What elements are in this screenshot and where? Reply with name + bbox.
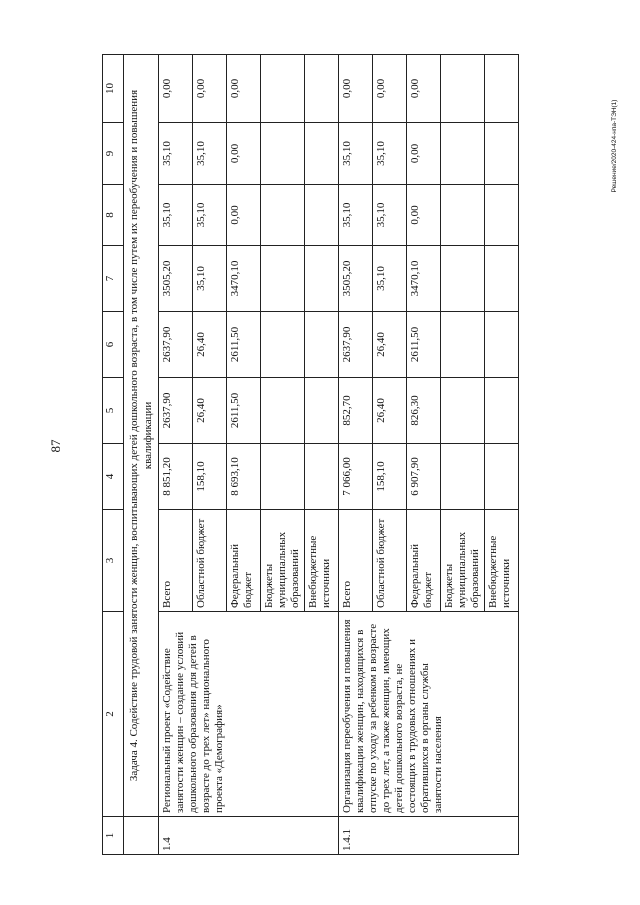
amount-cell: 26,40 [373, 378, 407, 444]
amount-cell [305, 378, 339, 444]
amount-cell: 2611,50 [407, 312, 441, 378]
amount-cell: 0,00 [193, 55, 227, 123]
amount-cell: 2637,90 [159, 312, 193, 378]
amount-cell: 35,10 [373, 246, 407, 312]
amount-cell [261, 444, 305, 510]
amount-cell [485, 312, 519, 378]
amount-cell: 35,10 [373, 185, 407, 246]
amount-cell: 35,10 [339, 123, 373, 185]
amount-cell: 35,10 [193, 123, 227, 185]
amount-cell: 26,40 [193, 312, 227, 378]
amount-cell: 3505,20 [159, 246, 193, 312]
amount-cell: 35,10 [193, 246, 227, 312]
amount-cell: 3505,20 [339, 246, 373, 312]
amount-cell: 26,40 [373, 312, 407, 378]
column-number: 3 [103, 510, 124, 612]
amount-cell [441, 246, 485, 312]
column-number: 1 [103, 817, 124, 855]
amount-cell [441, 55, 485, 123]
amount-cell [305, 55, 339, 123]
document-footer: Решение/2020-424-нпа-ТЭН(1) [611, 99, 618, 193]
task-heading: Задача 4. Содействие трудовой занятости женщин, воспитывающих детей дошкольного возраста, в том числе путем их переобучения и повышения квалификации [124, 55, 159, 817]
amount-cell [485, 444, 519, 510]
funding-source: Областной бюджет [373, 510, 407, 612]
amount-cell: 8 851,20 [159, 444, 193, 510]
amount-cell: 35,10 [193, 185, 227, 246]
amount-cell: 2637,90 [339, 312, 373, 378]
amount-cell [261, 185, 305, 246]
amount-cell: 158,10 [373, 444, 407, 510]
amount-cell [485, 123, 519, 185]
amount-cell [485, 185, 519, 246]
section-id: 1.4.1 [339, 817, 519, 855]
funding-source: Внебюджетные источники [485, 510, 519, 612]
amount-cell: 0,00 [227, 123, 261, 185]
amount-cell: 2611,50 [227, 378, 261, 444]
amount-cell: 0,00 [339, 55, 373, 123]
funding-source: Всего [159, 510, 193, 612]
column-number: 8 [103, 185, 124, 246]
amount-cell: 0,00 [227, 185, 261, 246]
budget-table-container [102, 55, 592, 855]
section-title: Организация переобучения и повышения квалификации женщин, находящихся в отпуске по уходу за ребенком в возрасте до трех лет, а также женщин, имеющих детей дошкольного возраста, не состоящих в трудовых отношениях и обратившихся в органы службы занятости населения [339, 612, 519, 817]
task-heading-row [124, 55, 159, 855]
section-title: Региональный проект «Содействие занятости женщин – создание условий дошкольного образования для детей в возрасте до трех лет» национального проекта «Демография» [159, 612, 339, 817]
funding-source: Областной бюджет [193, 510, 227, 612]
section-id: 1.4 [159, 817, 339, 855]
amount-cell [485, 55, 519, 123]
amount-cell: 2611,50 [227, 312, 261, 378]
amount-cell [305, 312, 339, 378]
amount-cell [261, 312, 305, 378]
amount-cell: 35,10 [373, 123, 407, 185]
amount-cell: 7 066,00 [339, 444, 373, 510]
amount-cell: 0,00 [227, 55, 261, 123]
amount-cell: 0,00 [407, 123, 441, 185]
column-number: 6 [103, 312, 124, 378]
column-number: 5 [103, 378, 124, 444]
amount-cell: 158,10 [193, 444, 227, 510]
amount-cell [485, 246, 519, 312]
amount-cell [305, 123, 339, 185]
column-number: 9 [103, 123, 124, 185]
amount-cell: 3470,10 [227, 246, 261, 312]
funding-source: Федеральный бюджет [407, 510, 441, 612]
amount-cell [441, 123, 485, 185]
funding-source: Внебюджетные источники [305, 510, 339, 612]
amount-cell: 0,00 [407, 55, 441, 123]
amount-cell: 0,00 [159, 55, 193, 123]
column-number-row [103, 55, 124, 855]
amount-cell [261, 246, 305, 312]
funding-source: Бюджеты муниципальных образований [261, 510, 305, 612]
amount-cell: 6 907,90 [407, 444, 441, 510]
amount-cell [305, 444, 339, 510]
amount-cell: 852,70 [339, 378, 373, 444]
amount-cell [305, 185, 339, 246]
amount-cell: 35,10 [159, 123, 193, 185]
task-heading-spacer [124, 817, 159, 855]
table-row [339, 55, 373, 855]
amount-cell [485, 378, 519, 444]
amount-cell [261, 378, 305, 444]
amount-cell [441, 378, 485, 444]
column-number: 4 [103, 444, 124, 510]
funding-source: Всего [339, 510, 373, 612]
budget-table [102, 54, 519, 855]
amount-cell: 3470,10 [407, 246, 441, 312]
amount-cell [441, 185, 485, 246]
column-number: 10 [103, 55, 124, 123]
amount-cell: 8 693,10 [227, 444, 261, 510]
amount-cell: 2637,90 [159, 378, 193, 444]
table-row [159, 55, 193, 855]
amount-cell: 0,00 [407, 185, 441, 246]
amount-cell [441, 444, 485, 510]
amount-cell [261, 55, 305, 123]
column-number: 7 [103, 246, 124, 312]
column-number: 2 [103, 612, 124, 817]
amount-cell: 35,10 [159, 185, 193, 246]
amount-cell [261, 123, 305, 185]
funding-source: Федеральный бюджет [227, 510, 261, 612]
amount-cell: 826,30 [407, 378, 441, 444]
amount-cell [305, 246, 339, 312]
funding-source: Бюджеты муниципальных образований [441, 510, 485, 612]
amount-cell: 0,00 [373, 55, 407, 123]
amount-cell [441, 312, 485, 378]
amount-cell: 35,10 [339, 185, 373, 246]
page-number: 87 [48, 439, 63, 453]
amount-cell: 26,40 [193, 378, 227, 444]
